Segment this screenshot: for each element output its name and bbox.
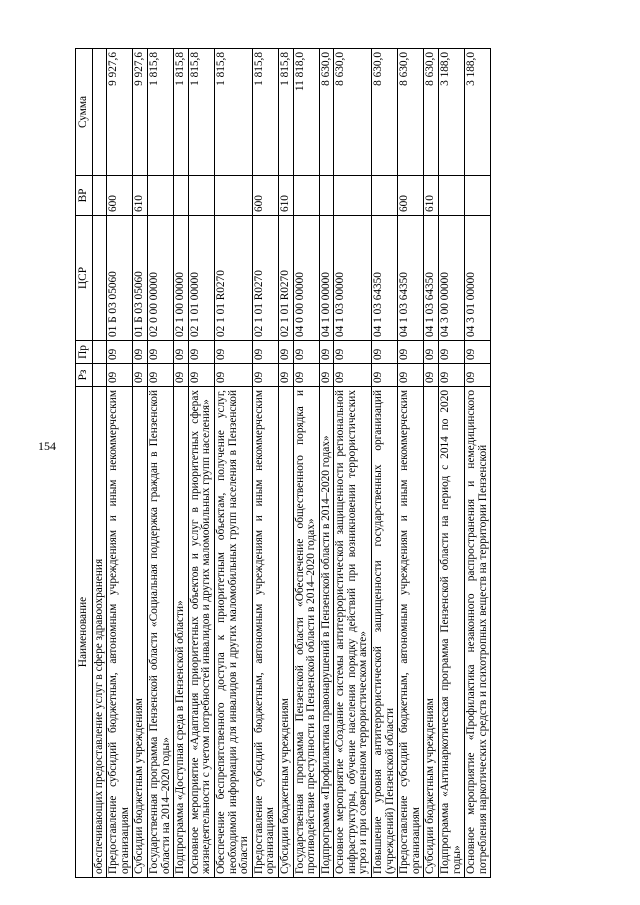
row-rz-cell: 09 (214, 364, 252, 387)
table-row (398, 49, 424, 878)
row-name-cell: Субсидии бюджетным учреждениям (278, 387, 293, 878)
row-vr-cell (293, 176, 319, 216)
table-row (107, 49, 133, 878)
row-sum-cell: 9 927,6 (107, 49, 133, 176)
row-rz-cell: 09 (252, 364, 278, 387)
row-name-cell: обеспечивающих предоставление услуг в сфере здравоохранения (92, 387, 107, 878)
row-vr-cell (147, 176, 173, 216)
row-pr-cell: 09 (319, 341, 334, 364)
row-csr-cell: 02 1 01 R0270 (214, 216, 252, 341)
row-pr-cell (92, 341, 107, 364)
row-name-cell: Подпрограмма «Доступная среда в Пензенской области» (174, 387, 189, 878)
row-csr-cell: 04 1 03 64350 (372, 216, 398, 341)
header-sum: Сумма (76, 49, 93, 176)
row-sum-cell: 9 927,6 (133, 49, 148, 176)
row-csr-cell: 04 1 03 64350 (424, 216, 439, 341)
row-rz-cell: 09 (147, 364, 173, 387)
row-csr-cell: 02 0 00 00000 (147, 216, 173, 341)
row-name-cell: Основное мероприятие «Создание системы антитеррористической защищенности региональной инфраструктуры, обучение населения порядку действий при возникновении террористических угроз и при совершенном террористическом акте» (334, 387, 372, 878)
row-csr-cell (92, 216, 107, 341)
table-row (334, 49, 372, 878)
table-row (372, 49, 398, 878)
row-pr-cell: 09 (439, 341, 465, 364)
row-csr-cell: 04 0 00 00000 (293, 216, 319, 341)
row-sum-cell: 1 815,8 (252, 49, 278, 176)
row-pr-cell: 09 (334, 341, 372, 364)
row-vr-cell: 610 (133, 176, 148, 216)
row-pr-cell: 09 (174, 341, 189, 364)
row-pr-cell: 09 (252, 341, 278, 364)
header-vr: ВР (76, 176, 93, 216)
row-vr-cell (319, 176, 334, 216)
row-pr-cell: 09 (278, 341, 293, 364)
row-name-cell: Повышение уровня антитеррористической защищенности государственных организаций (учреждений) Пензенской области (372, 387, 398, 878)
row-vr-cell: 610 (424, 176, 439, 216)
table-row (147, 49, 173, 878)
row-rz-cell: 09 (278, 364, 293, 387)
table-row (133, 49, 148, 878)
row-pr-cell: 09 (214, 341, 252, 364)
row-csr-cell: 04 3 01 00000 (465, 216, 491, 341)
row-name-cell: Предоставление субсидий бюджетным, автономным учреждениям и иным некоммерческим организациям (398, 387, 424, 878)
table-row (293, 49, 319, 878)
row-csr-cell: 02 1 01 00000 (188, 216, 214, 341)
header-name: Наименование (76, 387, 93, 878)
row-rz-cell: 09 (372, 364, 398, 387)
row-sum-cell: 8 630,0 (319, 49, 334, 176)
budget-table (75, 48, 491, 878)
table-row (92, 49, 107, 878)
row-name-cell: Основное мероприятие «Профилактика незаконного распространения и немедицинского потребления наркотических средств и психотропных веществ на территории Пензенской (465, 387, 491, 878)
row-sum-cell: 11 818,0 (293, 49, 319, 176)
row-vr-cell (188, 176, 214, 216)
row-sum-cell: 8 630,0 (334, 49, 372, 176)
row-name-cell: Основное мероприятие «Адаптация приоритетных объектов и услуг в приоритетных сферах жизнедеятельности с учетом потребностей инвалидов и других маломобильных групп населения» (188, 387, 214, 878)
row-vr-cell (174, 176, 189, 216)
header-pr: Пр (76, 341, 93, 364)
row-pr-cell: 09 (372, 341, 398, 364)
row-pr-cell: 09 (133, 341, 148, 364)
table-row (278, 49, 293, 878)
row-rz-cell: 09 (398, 364, 424, 387)
row-csr-cell: 02 1 01 R0270 (278, 216, 293, 341)
row-csr-cell: 02 1 01 R0270 (252, 216, 278, 341)
row-sum-cell: 8 630,0 (372, 49, 398, 176)
row-pr-cell: 09 (188, 341, 214, 364)
row-sum-cell: 1 815,8 (188, 49, 214, 176)
table-row (424, 49, 439, 878)
row-name-cell: Государственная программа Пензенской области «Социальная поддержка граждан в Пензенской области на 2014–2020 годы» (147, 387, 173, 878)
row-name-cell: Государственная программа Пензенской области «Обеспечение общественного порядка и противодействие преступности в Пензенской области в 2014–2020 годах» (293, 387, 319, 878)
row-csr-cell: 02 1 00 00000 (174, 216, 189, 341)
row-pr-cell: 09 (398, 341, 424, 364)
row-csr-cell: 04 3 00 00000 (439, 216, 465, 341)
row-vr-cell: 600 (107, 176, 133, 216)
row-name-cell: Субсидии бюджетным учреждениям (133, 387, 148, 878)
table-body (92, 49, 491, 878)
row-rz-cell: 09 (107, 364, 133, 387)
row-rz-cell: 09 (439, 364, 465, 387)
row-name-cell: Обеспечение беспрепятственного доступа к приоритетным объектам, получение услуг, необходимой информации для инвалидов и других маломобильных групп населения в Пензенской области (214, 387, 252, 878)
row-csr-cell: 04 1 03 64350 (398, 216, 424, 341)
table-header-row (76, 49, 93, 878)
row-sum-cell (92, 49, 107, 176)
row-rz-cell: 09 (293, 364, 319, 387)
row-csr-cell: 01 Б 03 05060 (133, 216, 148, 341)
row-sum-cell: 8 630,0 (424, 49, 439, 176)
row-pr-cell: 09 (465, 341, 491, 364)
row-sum-cell: 8 630,0 (398, 49, 424, 176)
row-rz-cell: 09 (133, 364, 148, 387)
row-vr-cell (214, 176, 252, 216)
table-row (214, 49, 252, 878)
row-pr-cell: 09 (147, 341, 173, 364)
row-sum-cell: 3 188,0 (439, 49, 465, 176)
row-vr-cell (372, 176, 398, 216)
row-csr-cell: 04 1 03 00000 (334, 216, 372, 341)
row-sum-cell: 1 815,8 (147, 49, 173, 176)
table-row (439, 49, 465, 878)
table-row (252, 49, 278, 878)
row-vr-cell (465, 176, 491, 216)
row-name-cell: Подпрограмма «Антинаркотическая программа Пензенской области на период с 2014 по 2020 годы» (439, 387, 465, 878)
row-rz-cell: 09 (319, 364, 334, 387)
row-rz-cell: 09 (424, 364, 439, 387)
table-row (319, 49, 334, 878)
row-vr-cell (334, 176, 372, 216)
row-rz-cell: 09 (334, 364, 372, 387)
row-vr-cell: 600 (252, 176, 278, 216)
row-pr-cell: 09 (107, 341, 133, 364)
row-pr-cell: 09 (293, 341, 319, 364)
rotated-page-content (75, 49, 491, 878)
row-vr-cell: 600 (398, 176, 424, 216)
row-pr-cell: 09 (424, 341, 439, 364)
row-rz-cell: 09 (465, 364, 491, 387)
row-vr-cell: 610 (278, 176, 293, 216)
row-vr-cell (92, 176, 107, 216)
row-rz-cell (92, 364, 107, 387)
row-sum-cell: 1 815,8 (278, 49, 293, 176)
table-row (188, 49, 214, 878)
table-row (174, 49, 189, 878)
row-name-cell: Предоставление субсидий бюджетным, автономным учреждениям и иным некоммерческим организациям (252, 387, 278, 878)
table-row (465, 49, 491, 878)
row-sum-cell: 1 815,8 (214, 49, 252, 176)
page-number: 154 (38, 439, 56, 453)
row-csr-cell: 01 Б 03 05060 (107, 216, 133, 341)
header-csr: ЦСР (76, 216, 93, 341)
row-rz-cell: 09 (174, 364, 189, 387)
row-vr-cell (439, 176, 465, 216)
header-rz: Рз (76, 364, 93, 387)
row-csr-cell: 04 1 00 00000 (319, 216, 334, 341)
row-name-cell: Подпрограмма «Профилактика правонарушений в Пензенской области в 2014–2020 годах» (319, 387, 334, 878)
row-sum-cell: 1 815,8 (174, 49, 189, 176)
row-sum-cell: 3 188,0 (465, 49, 491, 176)
row-name-cell: Субсидии бюджетным учреждениям (424, 387, 439, 878)
row-name-cell: Предоставление субсидий бюджетным, автономным учреждениям и иным некоммерческим организациям (107, 387, 133, 878)
row-rz-cell: 09 (188, 364, 214, 387)
